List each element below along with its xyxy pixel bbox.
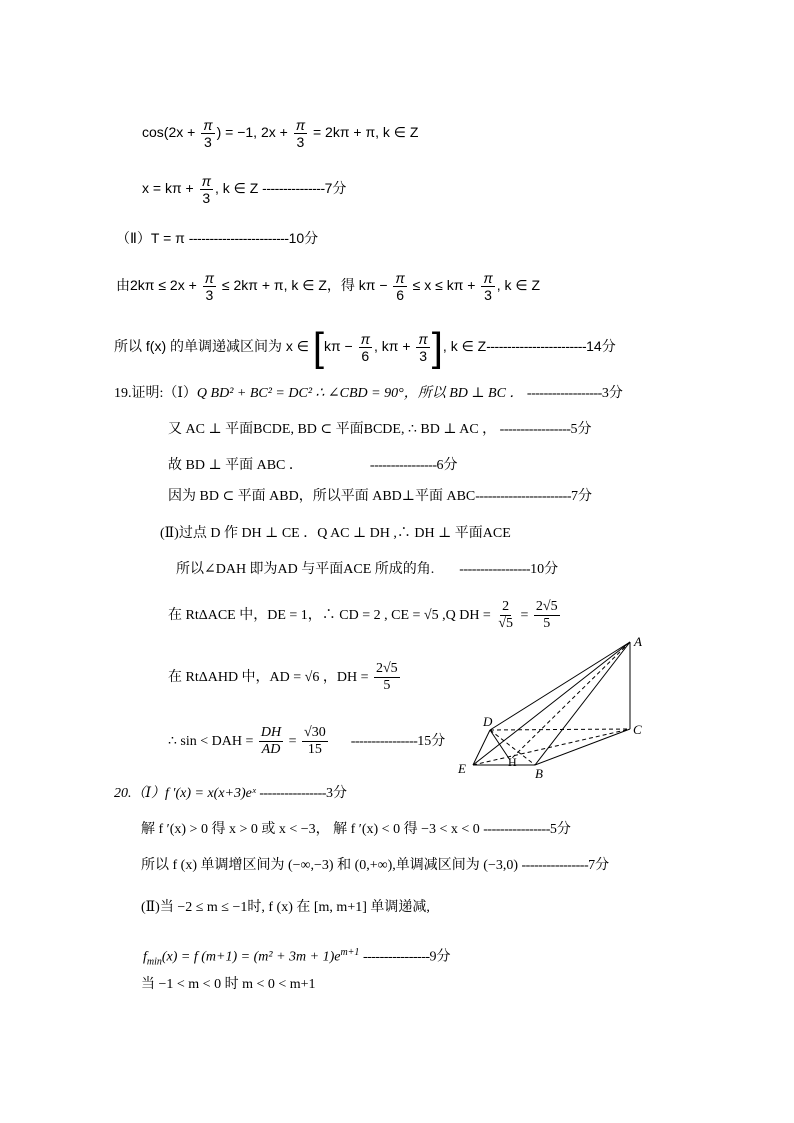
score: 5分 xyxy=(570,422,592,437)
text: ∴ sin < DAH = xyxy=(168,734,257,749)
line-x-solution xyxy=(142,168,346,208)
edge-dh xyxy=(490,730,510,760)
fraction-pi-6: $\frac{\pi}{6}$ xyxy=(360,330,370,364)
line-20-fmin xyxy=(143,938,451,977)
fraction-pi-3: $\frac{\pi}{3}$ xyxy=(483,269,493,303)
fraction-dh-ad: $\frac{DH}{AD}$ xyxy=(260,725,282,758)
label-d: D xyxy=(483,714,493,729)
text: , k ∈ Z xyxy=(214,180,259,196)
text: , k ∈ Z xyxy=(496,277,541,293)
superscript: m+1 xyxy=(340,947,360,958)
dashes: ---------------- xyxy=(350,734,418,749)
text: , kπ + xyxy=(374,338,415,354)
line-cos-equation xyxy=(142,112,418,152)
dashes: ----------------------- xyxy=(475,489,571,504)
text: kπ − xyxy=(323,338,357,354)
line-19-step-4 xyxy=(168,487,592,507)
line-19-angle xyxy=(176,560,558,580)
text: 由2kπ ≤ 2x + xyxy=(116,277,201,293)
line-19-dh xyxy=(168,596,562,636)
text: (Ⅱ)当 −2 ≤ m ≤ −1时, f (x) 在 [m, m+1] 单调递减, xyxy=(141,900,430,915)
right-bracket: ] xyxy=(431,325,443,370)
score: 3分 xyxy=(325,786,347,801)
text: 故 BD ⊥ 平面 ABC ． xyxy=(168,458,303,473)
fraction-pi-3: $\frac{\pi}{3}$ xyxy=(203,116,213,150)
dashes: ---------------- xyxy=(483,822,550,837)
text: 在 RtΔACE 中，DE = 1，∴ CD = 2 , CE = √5 ,Q DH = xyxy=(168,608,495,623)
left-bracket: [ xyxy=(312,325,324,370)
fraction-2-root5: $\frac{2}{√5}$ xyxy=(498,599,514,632)
text: = 2kπ + π, k ∈ Z xyxy=(309,124,419,140)
text: 在 RtΔAHD 中，AD = √6 ，DH = xyxy=(168,670,372,685)
score: 9分 xyxy=(429,949,451,965)
text: Q BD² + BC² = DC² ∴ ∠CBD = 90°，所以 BD ⊥ BC ． xyxy=(196,386,524,401)
score: 7分 xyxy=(570,489,592,504)
score: 10分 xyxy=(530,562,559,577)
text: (Ⅱ)过点 D 作 DH ⊥ CE ．Q AC ⊥ DH ,∴ DH ⊥ 平面ACE xyxy=(160,526,511,541)
line-20-step-2 xyxy=(141,820,571,840)
text: ≤ 2kπ + π, k ∈ Z，得 kπ − xyxy=(218,277,392,293)
text: = xyxy=(285,734,301,749)
line-problem-20 xyxy=(114,784,347,804)
text: f xyxy=(143,949,147,965)
score: 6分 xyxy=(436,458,458,473)
dashes: ----------------- xyxy=(499,422,571,437)
text: ) = −1, 2x + xyxy=(216,124,292,140)
dashes: ------------------------ xyxy=(486,338,587,354)
score: 14分 xyxy=(586,338,616,354)
label-b: B xyxy=(535,766,543,781)
text: 当 −1 < m < 0 时 m < 0 < m+1 xyxy=(141,977,316,992)
line-problem-19 xyxy=(114,384,623,404)
fraction-pi-3: $\frac{\pi}{3}$ xyxy=(295,116,306,150)
text: cos(2x + xyxy=(142,124,200,140)
line-19-part-2 xyxy=(160,524,511,544)
fraction-2root5-5: $\frac{2√5}{5}$ xyxy=(375,661,398,694)
text: 因为 BD ⊂ 平面 ABD，所以平面 ABD⊥平面 ABC xyxy=(168,489,476,504)
line-20-step-3 xyxy=(141,856,609,876)
dashes: --------------- xyxy=(262,180,325,196)
score: 7分 xyxy=(324,180,347,196)
fraction-pi-3: $\frac{\pi}{3}$ xyxy=(204,269,215,303)
line-period xyxy=(116,228,318,248)
text: 所以 f(x) 的单调递减区间为 x ∈ xyxy=(114,338,313,354)
fraction-pi-3: $\frac{\pi}{3}$ xyxy=(418,330,428,364)
dashes: ---------------- xyxy=(369,458,437,473)
geometry-figure xyxy=(455,632,655,782)
score: 7分 xyxy=(588,858,610,873)
dashes: ---------------- xyxy=(521,858,589,873)
edge-dc xyxy=(490,729,630,730)
text: 所以∠DAH 即为AD 与平面ACE 所成的角. xyxy=(176,562,435,577)
line-decreasing-interval xyxy=(114,324,616,368)
text: , k ∈ Z xyxy=(442,338,487,354)
dashes: ------------------ xyxy=(526,386,602,401)
text: 19.证明:（Ⅰ） xyxy=(114,386,197,401)
label-a: A xyxy=(634,634,642,649)
text: = xyxy=(517,608,532,623)
score: 15分 xyxy=(417,734,446,749)
dashes: ----------------- xyxy=(459,562,531,577)
score: 10分 xyxy=(288,230,319,246)
text: 解 f ′(x) > 0 得 x > 0 或 x < −3， 解 f ′(x) < 0 得 −3 < x < 0 xyxy=(141,822,480,837)
fraction-pi-6: $\frac{\pi}{6}$ xyxy=(395,269,405,303)
text: （Ⅱ）T = π xyxy=(116,230,185,246)
text: (x) = f (m+1) = (m² + 3m + 1)e xyxy=(161,949,341,965)
dashes: ---------------- xyxy=(259,786,326,801)
score: 3分 xyxy=(601,386,623,401)
edge-ad xyxy=(490,642,630,730)
fraction-root30-15: $\frac{√30}{15}$ xyxy=(304,725,326,758)
line-19-step-3 xyxy=(168,456,458,476)
text: x = kπ + xyxy=(142,180,198,196)
edge-ed xyxy=(473,730,490,765)
line-19-step-2 xyxy=(168,420,591,440)
score: 5分 xyxy=(549,822,571,837)
label-h: H xyxy=(508,755,517,769)
fraction-pi-3: $\frac{\pi}{3}$ xyxy=(201,172,211,206)
text: 又 AC ⊥ 平面BCDE, BD ⊂ 平面BCDE, ∴ BD ⊥ AC ， xyxy=(168,422,497,437)
subscript: min xyxy=(146,956,162,968)
text: 20.（Ⅰ）f ′(x) = x(x+3)eˣ xyxy=(114,786,256,801)
line-19-ad xyxy=(168,658,402,698)
line-20-case xyxy=(141,975,316,995)
line-19-sin xyxy=(168,722,445,762)
dashes: ---------------- xyxy=(362,949,430,965)
label-e: E xyxy=(458,761,466,776)
line-20-part-2 xyxy=(141,898,430,918)
text: ≤ x ≤ kπ + xyxy=(408,277,480,293)
label-c: C xyxy=(633,722,642,737)
fraction-2root5-5: $\frac{2√5}{5}$ xyxy=(535,599,558,632)
text: 所以 f (x) 单调增区间为 (−∞,−3) 和 (0,+∞),单调减区间为 (−3,0) xyxy=(141,858,519,873)
dashes: ------------------------ xyxy=(188,230,289,246)
line-inequality xyxy=(116,265,540,305)
